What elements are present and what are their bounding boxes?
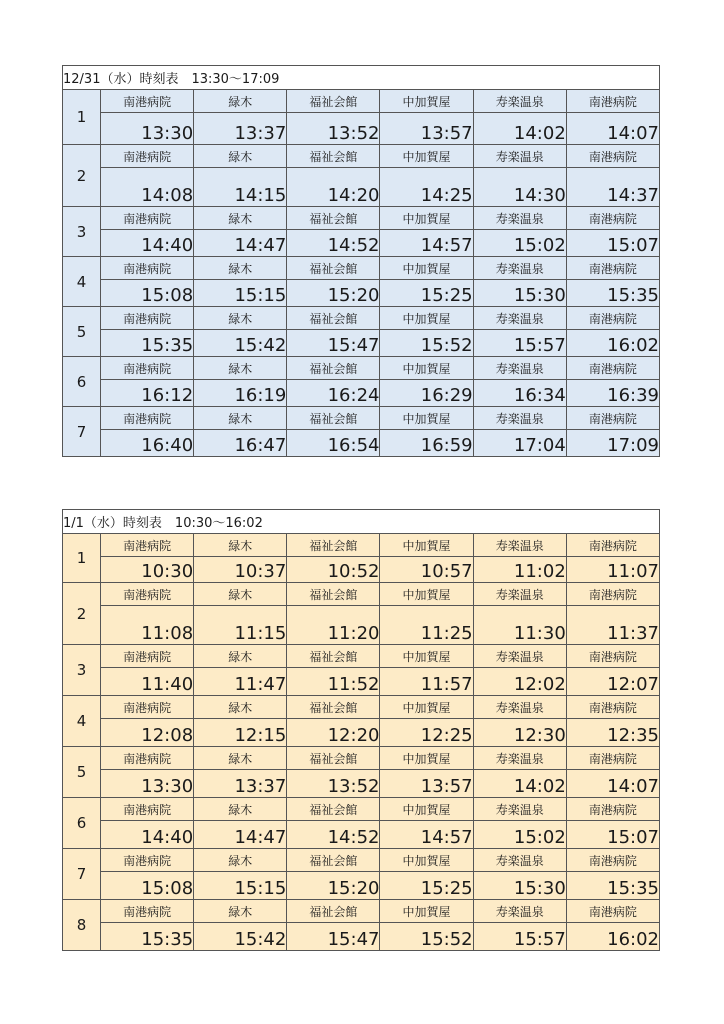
trip-times-row <box>63 168 660 207</box>
departure-time: 14:52 <box>287 230 380 257</box>
departure-time: 14:40 <box>101 230 194 257</box>
stop-name: 緑木 <box>194 747 287 770</box>
trip-times-row <box>63 280 660 307</box>
departure-time: 11:52 <box>287 668 380 696</box>
stop-name: 福祉会館 <box>287 849 380 872</box>
departure-time: 11:15 <box>194 606 287 645</box>
departure-time: 15:42 <box>194 923 287 951</box>
departure-time: 16:02 <box>566 330 659 357</box>
departure-time: 14:30 <box>473 168 566 207</box>
departure-time: 15:57 <box>473 330 566 357</box>
departure-time: 15:35 <box>566 280 659 307</box>
departure-time: 12:30 <box>473 719 566 747</box>
trip-times-row <box>63 113 660 145</box>
trip-number: 3 <box>63 645 101 696</box>
stop-name: 南港病院 <box>101 307 194 330</box>
departure-time: 15:08 <box>101 872 194 900</box>
departure-time: 15:30 <box>473 280 566 307</box>
departure-time: 11:30 <box>473 606 566 645</box>
stop-name: 南港病院 <box>566 145 659 168</box>
departure-time: 13:57 <box>380 770 473 798</box>
trip-stops-row <box>63 407 660 430</box>
departure-time: 15:35 <box>101 923 194 951</box>
departure-time: 14:15 <box>194 168 287 207</box>
departure-time: 15:52 <box>380 330 473 357</box>
departure-time: 14:02 <box>473 770 566 798</box>
departure-time: 14:47 <box>194 821 287 849</box>
stop-name: 緑木 <box>194 145 287 168</box>
departure-time: 12:02 <box>473 668 566 696</box>
stop-name: 南港病院 <box>566 696 659 719</box>
departure-time: 15:25 <box>380 872 473 900</box>
departure-time: 11:20 <box>287 606 380 645</box>
departure-time: 17:04 <box>473 430 566 457</box>
stop-name: 緑木 <box>194 357 287 380</box>
stop-name: 福祉会館 <box>287 798 380 821</box>
trip-stops-row <box>63 900 660 923</box>
trip-number: 4 <box>63 257 101 307</box>
trip-times-row <box>63 719 660 747</box>
stop-name: 中加賀屋 <box>380 747 473 770</box>
trip-times-row <box>63 380 660 407</box>
departure-time: 15:42 <box>194 330 287 357</box>
departure-time: 11:25 <box>380 606 473 645</box>
trip-times-row <box>63 330 660 357</box>
stop-name: 福祉会館 <box>287 747 380 770</box>
departure-time: 13:30 <box>101 113 194 145</box>
departure-time: 12:07 <box>566 668 659 696</box>
stop-name: 緑木 <box>194 696 287 719</box>
timetable-title: 1/1（水）時刻表 10:30～16:02 <box>63 510 660 534</box>
stop-name: 緑木 <box>194 900 287 923</box>
trip-number: 1 <box>63 534 101 583</box>
trip-number: 5 <box>63 747 101 798</box>
departure-time: 13:30 <box>101 770 194 798</box>
stop-name: 中加賀屋 <box>380 534 473 557</box>
stop-name: 南港病院 <box>566 307 659 330</box>
departure-time: 15:35 <box>566 872 659 900</box>
trip-times-row <box>63 606 660 645</box>
departure-time: 12:35 <box>566 719 659 747</box>
stop-name: 南港病院 <box>101 696 194 719</box>
stop-name: 南港病院 <box>101 583 194 606</box>
departure-time: 11:47 <box>194 668 287 696</box>
trip-number: 6 <box>63 357 101 407</box>
stop-name: 緑木 <box>194 645 287 668</box>
stop-name: 寿楽温泉 <box>473 645 566 668</box>
trip-times-row <box>63 557 660 583</box>
departure-time: 14:40 <box>101 821 194 849</box>
departure-time: 16:54 <box>287 430 380 457</box>
departure-time: 10:52 <box>287 557 380 583</box>
timetable-title: 12/31（水）時刻表 13:30～17:09 <box>63 66 660 90</box>
departure-time: 16:29 <box>380 380 473 407</box>
stop-name: 南港病院 <box>101 747 194 770</box>
departure-time: 13:52 <box>287 113 380 145</box>
stop-name: 南港病院 <box>566 207 659 230</box>
departure-time: 14:57 <box>380 230 473 257</box>
stop-name: 中加賀屋 <box>380 357 473 380</box>
stop-name: 南港病院 <box>101 145 194 168</box>
stop-name: 緑木 <box>194 307 287 330</box>
stop-name: 南港病院 <box>101 900 194 923</box>
stop-name: 寿楽温泉 <box>473 307 566 330</box>
stop-name: 南港病院 <box>101 257 194 280</box>
trip-times-row <box>63 770 660 798</box>
stop-name: 福祉会館 <box>287 145 380 168</box>
trip-number: 7 <box>63 407 101 457</box>
stop-name: 南港病院 <box>101 357 194 380</box>
departure-time: 16:24 <box>287 380 380 407</box>
departure-time: 16:39 <box>566 380 659 407</box>
stop-name: 福祉会館 <box>287 583 380 606</box>
timetable-12-31 <box>62 65 660 457</box>
stop-name: 中加賀屋 <box>380 257 473 280</box>
trip-times-row <box>63 872 660 900</box>
stop-name: 緑木 <box>194 90 287 113</box>
stop-name: 寿楽温泉 <box>473 849 566 872</box>
departure-time: 15:35 <box>101 330 194 357</box>
trip-number: 6 <box>63 798 101 849</box>
stop-name: 緑木 <box>194 207 287 230</box>
trip-stops-row <box>63 696 660 719</box>
stop-name: 中加賀屋 <box>380 849 473 872</box>
departure-time: 14:08 <box>101 168 194 207</box>
departure-time: 16:40 <box>101 430 194 457</box>
stop-name: 緑木 <box>194 798 287 821</box>
trip-stops-row <box>63 207 660 230</box>
stop-name: 南港病院 <box>101 407 194 430</box>
departure-time: 15:02 <box>473 821 566 849</box>
departure-time: 13:37 <box>194 113 287 145</box>
stop-name: 南港病院 <box>566 747 659 770</box>
stop-name: 寿楽温泉 <box>473 407 566 430</box>
trip-times-row <box>63 821 660 849</box>
stop-name: 中加賀屋 <box>380 307 473 330</box>
stop-name: 南港病院 <box>101 207 194 230</box>
stop-name: 寿楽温泉 <box>473 696 566 719</box>
stop-name: 中加賀屋 <box>380 645 473 668</box>
departure-time: 12:15 <box>194 719 287 747</box>
timetable-1-1 <box>62 509 660 951</box>
departure-time: 14:52 <box>287 821 380 849</box>
stop-name: 南港病院 <box>101 534 194 557</box>
stop-name: 南港病院 <box>101 849 194 872</box>
departure-time: 14:57 <box>380 821 473 849</box>
stop-name: 南港病院 <box>566 798 659 821</box>
trip-number: 2 <box>63 583 101 645</box>
departure-time: 13:37 <box>194 770 287 798</box>
departure-time: 11:40 <box>101 668 194 696</box>
departure-time: 17:09 <box>566 430 659 457</box>
departure-time: 15:25 <box>380 280 473 307</box>
stop-name: 福祉会館 <box>287 900 380 923</box>
departure-time: 12:25 <box>380 719 473 747</box>
stop-name: 中加賀屋 <box>380 407 473 430</box>
stop-name: 寿楽温泉 <box>473 90 566 113</box>
trip-times-row <box>63 230 660 257</box>
departure-time: 15:47 <box>287 330 380 357</box>
stop-name: 南港病院 <box>566 257 659 280</box>
trip-stops-row <box>63 645 660 668</box>
departure-time: 14:47 <box>194 230 287 257</box>
stop-name: 南港病院 <box>566 407 659 430</box>
trip-times-row <box>63 430 660 457</box>
departure-time: 15:52 <box>380 923 473 951</box>
timetable-title-row <box>63 66 660 90</box>
departure-time: 15:30 <box>473 872 566 900</box>
departure-time: 13:52 <box>287 770 380 798</box>
stop-name: 緑木 <box>194 257 287 280</box>
departure-time: 15:47 <box>287 923 380 951</box>
departure-time: 11:08 <box>101 606 194 645</box>
stop-name: 緑木 <box>194 407 287 430</box>
stop-name: 南港病院 <box>101 645 194 668</box>
stop-name: 福祉会館 <box>287 357 380 380</box>
stop-name: 福祉会館 <box>287 257 380 280</box>
departure-time: 12:20 <box>287 719 380 747</box>
stop-name: 寿楽温泉 <box>473 534 566 557</box>
stop-name: 南港病院 <box>566 534 659 557</box>
trip-number: 7 <box>63 849 101 900</box>
stop-name: 南港病院 <box>566 900 659 923</box>
departure-time: 15:07 <box>566 821 659 849</box>
stop-name: 福祉会館 <box>287 90 380 113</box>
stop-name: 寿楽温泉 <box>473 583 566 606</box>
stop-name: 南港病院 <box>101 798 194 821</box>
trip-number: 4 <box>63 696 101 747</box>
departure-time: 16:02 <box>566 923 659 951</box>
stop-name: 寿楽温泉 <box>473 145 566 168</box>
trip-times-row <box>63 923 660 951</box>
stop-name: 福祉会館 <box>287 307 380 330</box>
departure-time: 13:57 <box>380 113 473 145</box>
trip-stops-row <box>63 257 660 280</box>
departure-time: 16:12 <box>101 380 194 407</box>
trip-stops-row <box>63 583 660 606</box>
departure-time: 12:08 <box>101 719 194 747</box>
trip-number: 2 <box>63 145 101 207</box>
departure-time: 15:02 <box>473 230 566 257</box>
departure-time: 14:07 <box>566 770 659 798</box>
departure-time: 15:08 <box>101 280 194 307</box>
stop-name: 緑木 <box>194 534 287 557</box>
departure-time: 16:19 <box>194 380 287 407</box>
departure-time: 10:30 <box>101 557 194 583</box>
stop-name: 緑木 <box>194 583 287 606</box>
stop-name: 緑木 <box>194 849 287 872</box>
trip-stops-row <box>63 798 660 821</box>
stop-name: 中加賀屋 <box>380 696 473 719</box>
stop-name: 南港病院 <box>566 849 659 872</box>
trip-stops-row <box>63 747 660 770</box>
departure-time: 11:02 <box>473 557 566 583</box>
stop-name: 中加賀屋 <box>380 145 473 168</box>
departure-time: 14:20 <box>287 168 380 207</box>
departure-time: 16:47 <box>194 430 287 457</box>
departure-time: 10:37 <box>194 557 287 583</box>
timetable-title-row <box>63 510 660 534</box>
trip-number: 1 <box>63 90 101 145</box>
stop-name: 南港病院 <box>566 645 659 668</box>
departure-time: 15:20 <box>287 872 380 900</box>
departure-time: 11:07 <box>566 557 659 583</box>
trip-stops-row <box>63 90 660 113</box>
stop-name: 南港病院 <box>566 357 659 380</box>
trip-number: 5 <box>63 307 101 357</box>
departure-time: 11:37 <box>566 606 659 645</box>
trip-stops-row <box>63 145 660 168</box>
departure-time: 15:07 <box>566 230 659 257</box>
stop-name: 福祉会館 <box>287 645 380 668</box>
trip-number: 3 <box>63 207 101 257</box>
stop-name: 寿楽温泉 <box>473 798 566 821</box>
stop-name: 福祉会館 <box>287 696 380 719</box>
departure-time: 15:57 <box>473 923 566 951</box>
departure-time: 14:02 <box>473 113 566 145</box>
stop-name: 寿楽温泉 <box>473 357 566 380</box>
stop-name: 南港病院 <box>101 90 194 113</box>
stop-name: 寿楽温泉 <box>473 207 566 230</box>
departure-time: 16:59 <box>380 430 473 457</box>
departure-time: 10:57 <box>380 557 473 583</box>
stop-name: 福祉会館 <box>287 407 380 430</box>
trip-stops-row <box>63 307 660 330</box>
stop-name: 南港病院 <box>566 583 659 606</box>
stop-name: 寿楽温泉 <box>473 900 566 923</box>
departure-time: 14:07 <box>566 113 659 145</box>
stop-name: 中加賀屋 <box>380 798 473 821</box>
stop-name: 福祉会館 <box>287 534 380 557</box>
stop-name: 中加賀屋 <box>380 900 473 923</box>
departure-time: 15:20 <box>287 280 380 307</box>
stop-name: 福祉会館 <box>287 207 380 230</box>
stop-name: 南港病院 <box>566 90 659 113</box>
stop-name: 寿楽温泉 <box>473 257 566 280</box>
trip-times-row <box>63 668 660 696</box>
departure-time: 11:57 <box>380 668 473 696</box>
departure-time: 16:34 <box>473 380 566 407</box>
stop-name: 中加賀屋 <box>380 90 473 113</box>
stop-name: 寿楽温泉 <box>473 747 566 770</box>
departure-time: 15:15 <box>194 280 287 307</box>
stop-name: 中加賀屋 <box>380 207 473 230</box>
departure-time: 14:25 <box>380 168 473 207</box>
trip-number: 8 <box>63 900 101 951</box>
departure-time: 15:15 <box>194 872 287 900</box>
stop-name: 中加賀屋 <box>380 583 473 606</box>
trip-stops-row <box>63 357 660 380</box>
departure-time: 14:37 <box>566 168 659 207</box>
trip-stops-row <box>63 849 660 872</box>
trip-stops-row <box>63 534 660 557</box>
